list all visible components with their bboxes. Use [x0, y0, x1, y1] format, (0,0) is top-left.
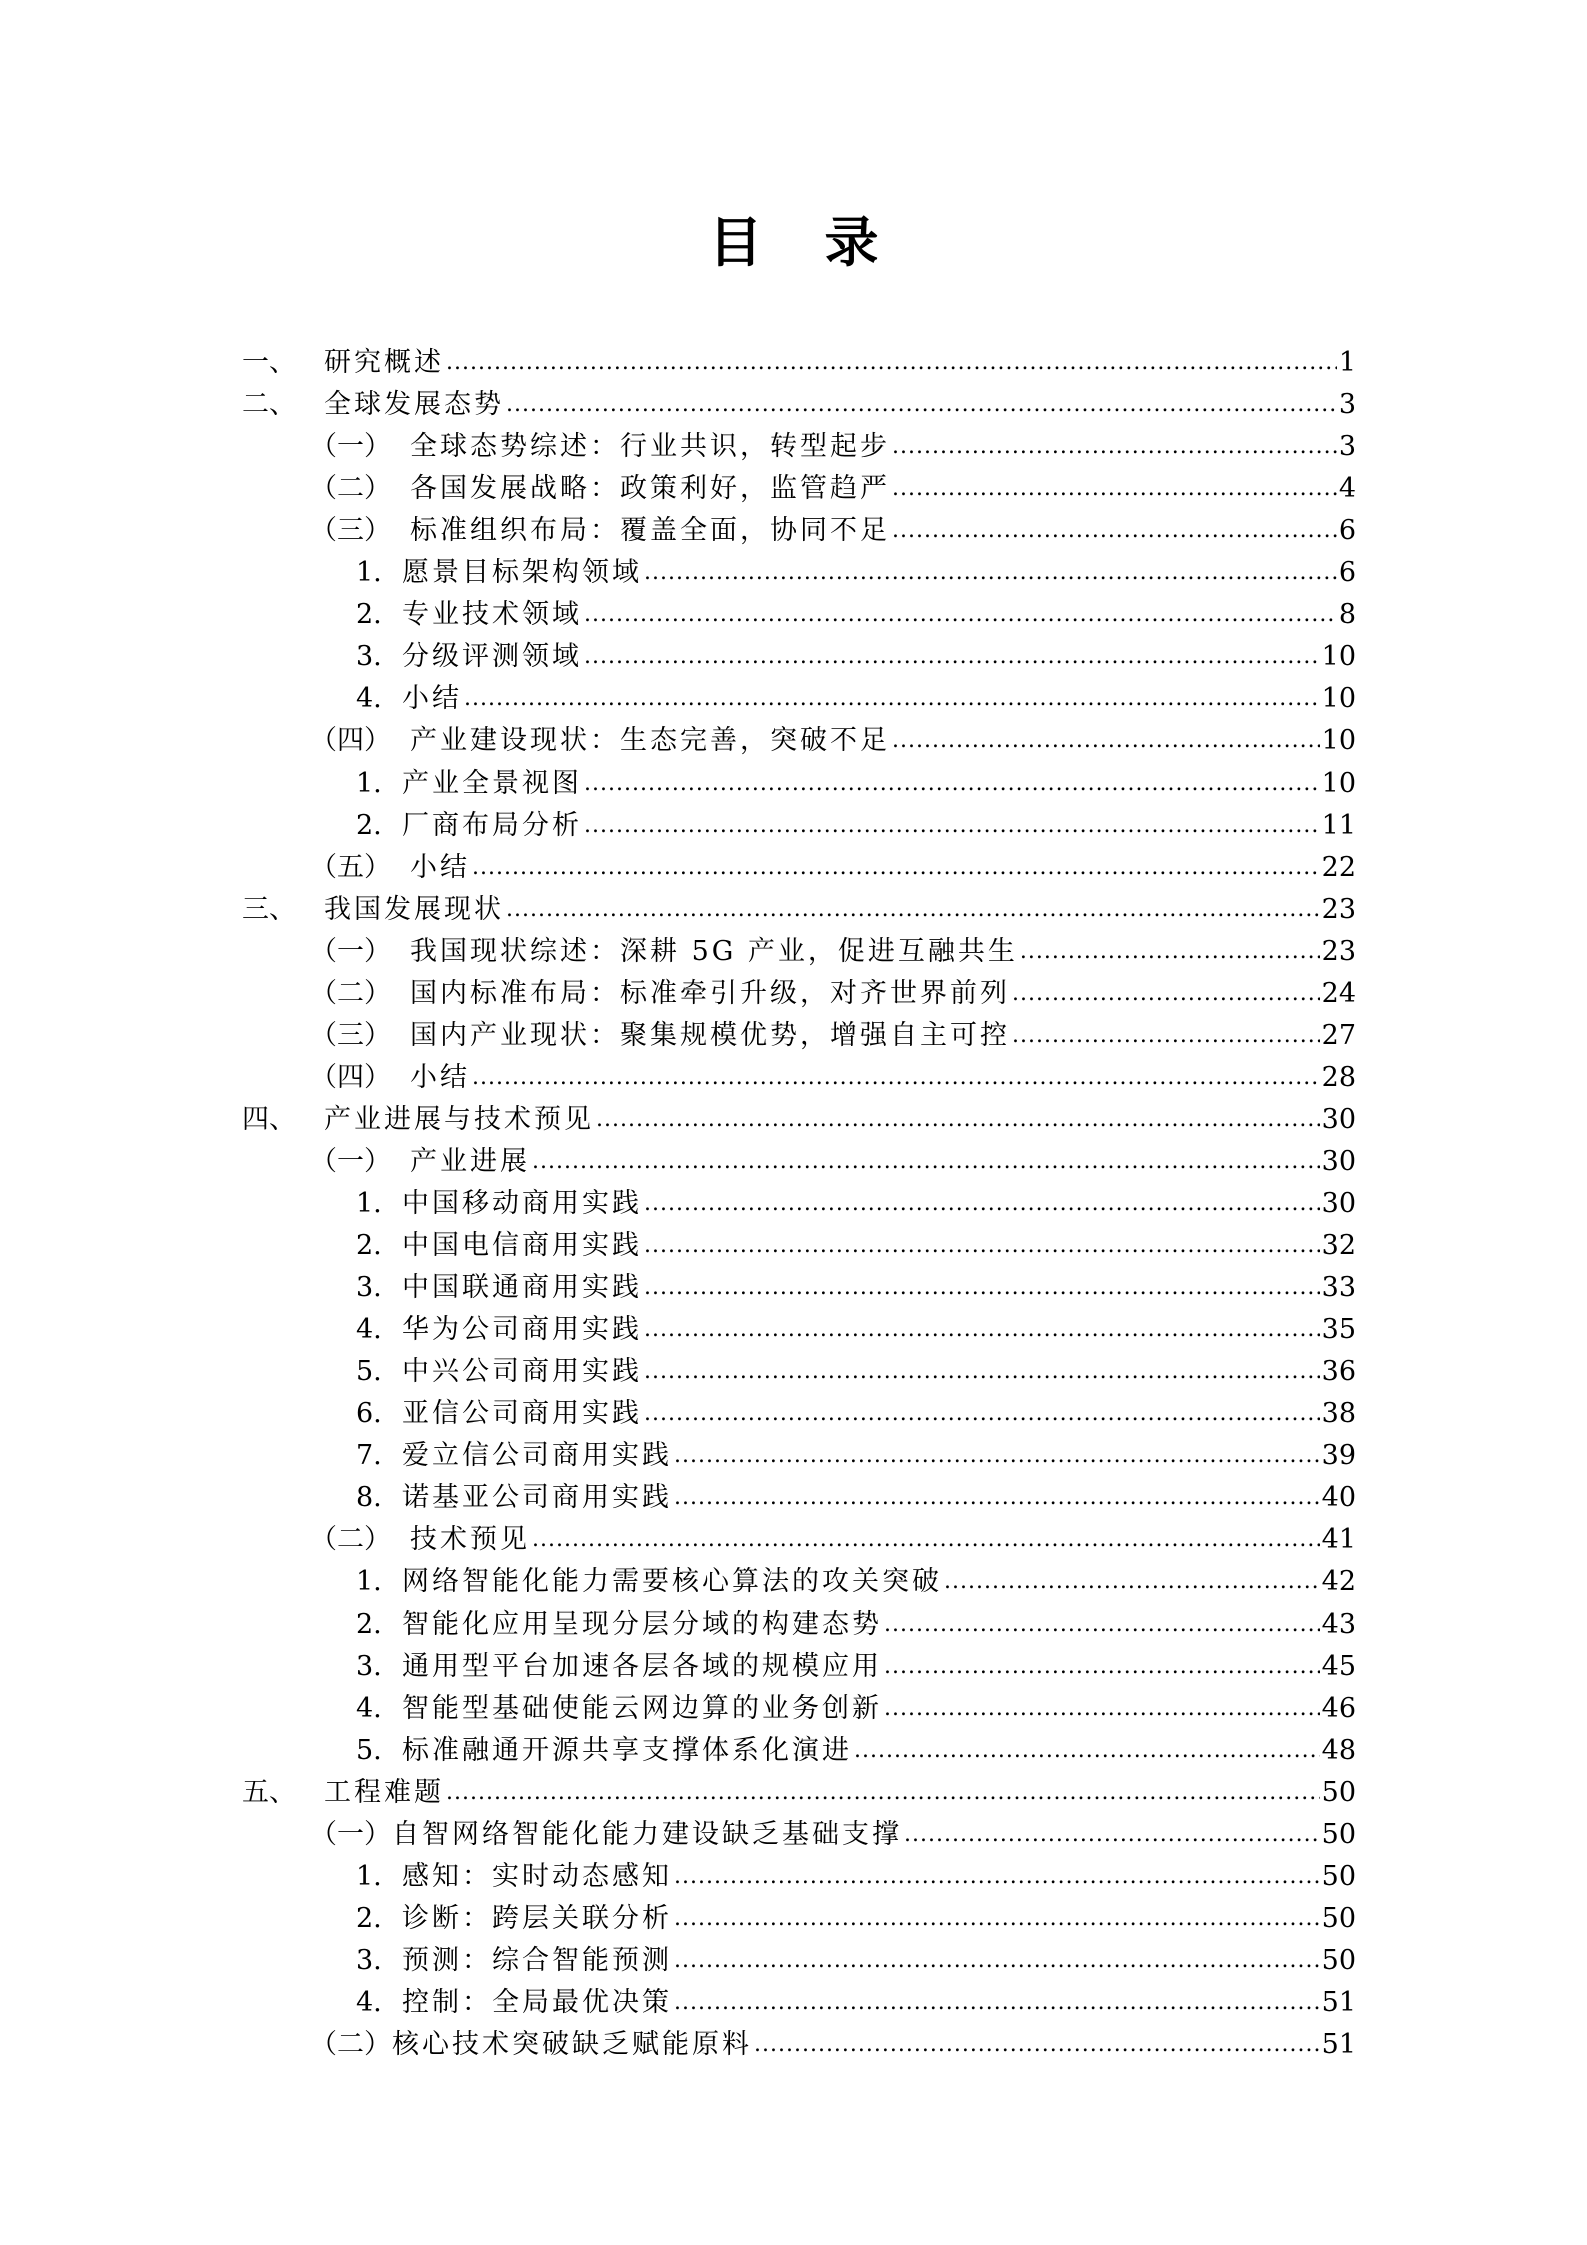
toc-entry-label: 标准组织布局：覆盖全面，协同不足 — [410, 515, 890, 547]
toc-entry[interactable] — [242, 380, 1356, 422]
toc-entry-page: 11 — [1321, 809, 1356, 841]
toc-entry-number: 3. — [356, 1650, 382, 1682]
toc-entry[interactable] — [356, 674, 1356, 716]
toc-entry-page: 50 — [1321, 1776, 1356, 1808]
toc-entry-number: （三） — [310, 515, 391, 547]
toc-entry-label: 技术预见 — [410, 1524, 530, 1556]
toc-entry-number: 8. — [356, 1482, 382, 1514]
toc-entry[interactable] — [356, 1179, 1356, 1221]
toc-entry-label: 产业进展与技术预见 — [324, 1103, 594, 1135]
toc-entry[interactable] — [356, 759, 1356, 801]
toc-entry-label: 诺基亚公司商用实践 — [402, 1482, 672, 1514]
toc-entry-page: 4 — [1338, 473, 1356, 505]
toc-entry-label: 亚信公司商用实践 — [402, 1398, 642, 1430]
toc-entry-number: （一） — [310, 1818, 391, 1850]
toc-leader-dots — [1020, 935, 1320, 969]
toc-entry-number: 1. — [356, 557, 382, 589]
toc-entry-page: 50 — [1321, 1818, 1356, 1850]
toc-leader-dots — [674, 1902, 1320, 1936]
toc-entry[interactable] — [242, 1095, 1356, 1137]
toc-entry-number: （二） — [310, 1524, 391, 1556]
toc-title-char-2: 录 — [824, 211, 879, 274]
toc-entry-label: 智能型基础使能云网边算的业务创新 — [402, 1692, 882, 1724]
toc-leader-dots — [644, 1397, 1320, 1431]
toc-entry-page: 43 — [1321, 1608, 1356, 1640]
toc-entry[interactable] — [310, 843, 1356, 885]
toc-leader-dots — [446, 346, 1337, 380]
toc-entry[interactable] — [356, 1726, 1356, 1768]
toc-entry[interactable] — [356, 1431, 1356, 1473]
toc-entry-page: 35 — [1321, 1314, 1356, 1346]
toc-entry-number: 2. — [356, 1902, 382, 1934]
toc-entry-number: （二） — [310, 2029, 391, 2060]
toc-entry-number: 2. — [356, 1608, 382, 1640]
toc-entry-label: 感知：实时动态感知 — [402, 1860, 672, 1892]
toc-entry-label: 产业全景视图 — [402, 767, 582, 799]
toc-leader-dots — [596, 1103, 1320, 1137]
toc-entry-number: 三、 — [242, 893, 296, 925]
toc-entry-number: 4. — [356, 1692, 382, 1724]
toc-entry[interactable] — [310, 716, 1356, 758]
toc-entry-label: 中兴公司商用实践 — [402, 1356, 642, 1388]
toc-entry-label: 各国发展战略：政策利好，监管趋严 — [410, 473, 890, 505]
toc-entry[interactable] — [356, 548, 1356, 590]
toc-leader-dots — [674, 1439, 1320, 1473]
toc-entry-number: （一） — [310, 935, 391, 967]
toc-leader-dots — [644, 1187, 1320, 1221]
toc-entry-number: （五） — [310, 851, 391, 883]
toc-entry-page: 38 — [1321, 1398, 1356, 1430]
toc-entry-number: （四） — [310, 725, 391, 757]
toc-entry-label: 研究概述 — [324, 347, 444, 378]
toc-entry-page: 10 — [1321, 767, 1356, 799]
toc-entry[interactable] — [310, 1011, 1356, 1053]
toc-leader-dots — [674, 1481, 1320, 1515]
toc-entry-page: 10 — [1321, 725, 1356, 757]
toc-entry-number: 2. — [356, 809, 382, 841]
toc-leader-dots — [644, 1229, 1320, 1263]
toc-entry-page: 33 — [1321, 1272, 1356, 1304]
toc-leader-dots — [644, 1355, 1320, 1389]
toc-entry-page: 3 — [1338, 431, 1356, 463]
toc-entry[interactable] — [242, 1768, 1356, 1810]
toc-entry-label: 核心技术突破缺乏赋能原料 — [392, 2029, 752, 2060]
toc-entry-page: 23 — [1321, 893, 1356, 925]
toc-entry[interactable] — [356, 1221, 1356, 1263]
toc-entry-page: 50 — [1321, 1944, 1356, 1976]
toc-entry-page: 42 — [1321, 1566, 1356, 1598]
toc-leader-dots — [674, 1860, 1320, 1894]
toc-entry[interactable] — [356, 1978, 1356, 2020]
toc-leader-dots — [584, 640, 1320, 674]
toc-entry-number: 7. — [356, 1440, 382, 1472]
toc-leader-dots — [892, 472, 1337, 506]
toc-entry-label: 智能化应用呈现分层分域的构建态势 — [402, 1608, 882, 1640]
toc-entry-number: 二、 — [242, 389, 296, 421]
toc-entry-label: 我国发展现状 — [324, 893, 504, 925]
toc-leader-dots — [472, 1061, 1320, 1095]
toc-entry[interactable] — [310, 969, 1356, 1011]
toc-entry[interactable] — [356, 801, 1356, 843]
toc-entry[interactable] — [356, 1600, 1356, 1642]
toc-entry-number: （四） — [310, 1061, 391, 1093]
toc-entry-page: 24 — [1321, 977, 1356, 1009]
toc-entry-number: 四、 — [242, 1103, 296, 1135]
toc-entry-page: 10 — [1321, 641, 1356, 673]
toc-entry-page: 40 — [1321, 1482, 1356, 1514]
toc-entry-page: 28 — [1321, 1061, 1356, 1093]
toc-entry-label: 网络智能化能力需要核心算法的攻关突破 — [402, 1566, 942, 1598]
toc-entry[interactable] — [310, 927, 1356, 969]
toc-entry-page: 39 — [1321, 1440, 1356, 1472]
toc-entry-number: 4. — [356, 683, 382, 715]
toc-leader-dots — [892, 514, 1337, 548]
toc-leader-dots — [446, 1776, 1320, 1810]
toc-entry-page: 36 — [1321, 1356, 1356, 1388]
toc-entry-label: 华为公司商用实践 — [402, 1314, 642, 1346]
toc-entry-label: 国内标准布局：标准牵引升级，对齐世界前列 — [410, 977, 1010, 1009]
toc-leader-dots — [674, 1944, 1320, 1978]
toc-leader-dots — [644, 556, 1337, 590]
toc-entry[interactable] — [356, 1389, 1356, 1431]
toc-leader-dots — [904, 1818, 1320, 1852]
toc-entry-label: 爱立信公司商用实践 — [402, 1440, 672, 1472]
toc-entry-number: 2. — [356, 1230, 382, 1262]
toc-entry[interactable] — [356, 1852, 1356, 1894]
toc-entry-page: 22 — [1321, 851, 1356, 883]
toc-entry-label: 全球发展态势 — [324, 389, 504, 421]
toc-entry[interactable] — [356, 1305, 1356, 1347]
toc-leader-dots — [506, 388, 1337, 422]
toc-entry-page: 50 — [1321, 1860, 1356, 1892]
toc-entry-number: （三） — [310, 1019, 391, 1051]
toc-entry-number: 4. — [356, 1986, 382, 2018]
toc-entry-page: 50 — [1321, 1902, 1356, 1934]
toc-entry-label: 小结 — [402, 683, 462, 715]
toc-leader-dots — [884, 1608, 1320, 1642]
toc-entry-number: （二） — [310, 473, 391, 505]
toc-entry-page: 51 — [1321, 1986, 1356, 2018]
toc-leader-dots — [532, 1145, 1320, 1179]
toc-entry-label: 自智网络智能化能力建设缺乏基础支撑 — [392, 1818, 902, 1850]
toc-entry-page: 41 — [1321, 1524, 1356, 1556]
toc-leader-dots — [754, 2028, 1320, 2062]
toc-entry[interactable] — [242, 338, 1356, 380]
toc-entry-page: 6 — [1338, 515, 1356, 547]
toc-entry-page: 46 — [1321, 1692, 1356, 1724]
toc-entry-number: 4. — [356, 1314, 382, 1346]
toc-entry-label: 厂商布局分析 — [402, 809, 582, 841]
toc-entry-label: 全球态势综述：行业共识，转型起步 — [410, 431, 890, 463]
toc-entry-label: 分级评测领域 — [402, 641, 582, 673]
toc-entry-label: 工程难题 — [324, 1776, 444, 1808]
toc-entry[interactable] — [356, 590, 1356, 632]
toc-entry-label: 小结 — [410, 1061, 470, 1093]
toc-entry[interactable] — [310, 1515, 1356, 1557]
toc-entry-number: 3. — [356, 1944, 382, 1976]
toc-entry-number: 2. — [356, 599, 382, 631]
toc-entry-number: 3. — [356, 1272, 382, 1304]
toc-entry-label: 产业建设现状：生态完善，突破不足 — [410, 725, 890, 757]
toc-entry-page: 45 — [1321, 1650, 1356, 1682]
toc-entry-label: 中国联通商用实践 — [402, 1272, 642, 1304]
toc-leader-dots — [584, 598, 1337, 632]
toc-entry[interactable] — [356, 1684, 1356, 1726]
toc-entry-page: 48 — [1321, 1734, 1356, 1766]
toc-entry-number: 5. — [356, 1734, 382, 1766]
toc-entry-page: 51 — [1321, 2029, 1356, 2060]
toc-entry-page: 3 — [1338, 389, 1356, 421]
toc-entry-page: 30 — [1321, 1145, 1356, 1177]
toc-entry-page: 23 — [1321, 935, 1356, 967]
toc-entry[interactable] — [310, 422, 1356, 464]
toc-entry[interactable] — [310, 506, 1356, 548]
toc-entry[interactable] — [310, 1810, 1356, 1852]
toc-entry-number: （二） — [310, 977, 391, 1009]
toc-entry-number: 1. — [356, 1188, 382, 1219]
toc-entry[interactable] — [310, 464, 1356, 506]
toc-entry[interactable] — [310, 1137, 1356, 1179]
toc-entry-page: 30 — [1321, 1188, 1356, 1219]
toc-leader-dots — [464, 682, 1320, 716]
toc-entry[interactable] — [356, 1642, 1356, 1684]
toc-entry-label: 专业技术领域 — [402, 599, 582, 631]
toc-leader-dots — [884, 1650, 1320, 1684]
toc-leader-dots — [532, 1523, 1320, 1557]
toc-entry-label: 通用型平台加速各层各域的规模应用 — [402, 1650, 882, 1682]
toc-entry-page: 30 — [1321, 1103, 1356, 1135]
toc-entry[interactable] — [356, 1263, 1356, 1305]
toc-leader-dots — [584, 767, 1320, 801]
toc-leader-dots — [506, 893, 1320, 927]
toc-entry-label: 产业进展 — [410, 1145, 530, 1177]
toc-entry-page: 27 — [1321, 1019, 1356, 1051]
toc-entry[interactable] — [356, 1347, 1356, 1389]
toc-entry-label: 标准融通开源共享支撑体系化演进 — [402, 1734, 852, 1766]
toc-leader-dots — [944, 1565, 1320, 1599]
toc-leader-dots — [854, 1734, 1320, 1768]
toc-entry-label: 预测：综合智能预测 — [402, 1944, 672, 1976]
toc-entry-number: 五、 — [242, 1776, 296, 1808]
toc-entry-number: 1. — [356, 1860, 382, 1892]
toc-entry-number: 3. — [356, 641, 382, 673]
toc-entry-label: 中国电信商用实践 — [402, 1230, 642, 1262]
toc-entry[interactable] — [242, 885, 1356, 927]
toc-entry-number: 5. — [356, 1356, 382, 1388]
toc-entry-label: 小结 — [410, 851, 470, 883]
toc-entry-label: 控制：全局最优决策 — [402, 1986, 672, 2018]
toc-leader-dots — [584, 809, 1320, 843]
toc-entry-page: 10 — [1321, 683, 1356, 715]
toc-entry-page: 32 — [1321, 1230, 1356, 1262]
toc-entry[interactable] — [356, 1557, 1356, 1599]
toc-entry[interactable] — [356, 632, 1356, 674]
toc-entry-label: 诊断：跨层关联分析 — [402, 1902, 672, 1934]
toc-entry[interactable] — [310, 2020, 1356, 2062]
toc-leader-dots — [1012, 1019, 1320, 1053]
toc-entry-page: 1 — [1338, 347, 1356, 378]
toc-leader-dots — [892, 430, 1337, 464]
toc-entry-number: 1. — [356, 767, 382, 799]
toc-entry-page: 6 — [1338, 557, 1356, 589]
toc-entry-label: 国内产业现状：聚集规模优势，增强自主可控 — [410, 1019, 1010, 1051]
toc-entry-number: 6. — [356, 1398, 382, 1430]
toc-leader-dots — [892, 724, 1320, 758]
toc-entry[interactable] — [356, 1936, 1356, 1978]
toc-leader-dots — [884, 1692, 1320, 1726]
toc-entry-label: 愿景目标架构领域 — [402, 557, 642, 589]
toc-leader-dots — [644, 1313, 1320, 1347]
toc-leader-dots — [472, 851, 1320, 885]
toc-entry-number: 1. — [356, 1566, 382, 1598]
toc-entry-label: 我国现状综述：深耕 5G 产业，促进互融共生 — [410, 935, 1018, 967]
toc-leader-dots — [674, 1986, 1320, 2020]
toc-entry[interactable] — [356, 1473, 1356, 1515]
toc-title-char-1: 目 — [708, 211, 763, 274]
toc-leader-dots — [644, 1271, 1320, 1305]
toc-leader-dots — [1012, 977, 1320, 1011]
toc-entry-label: 中国移动商用实践 — [402, 1188, 642, 1219]
toc-title — [0, 208, 1587, 278]
toc-entry-number: （一） — [310, 431, 391, 463]
toc-entry-number: 一、 — [242, 347, 296, 378]
toc-entry[interactable] — [310, 1053, 1356, 1095]
toc-entry-page: 8 — [1338, 599, 1356, 631]
toc-entry[interactable] — [356, 1894, 1356, 1936]
toc-entry-number: （一） — [310, 1145, 391, 1177]
